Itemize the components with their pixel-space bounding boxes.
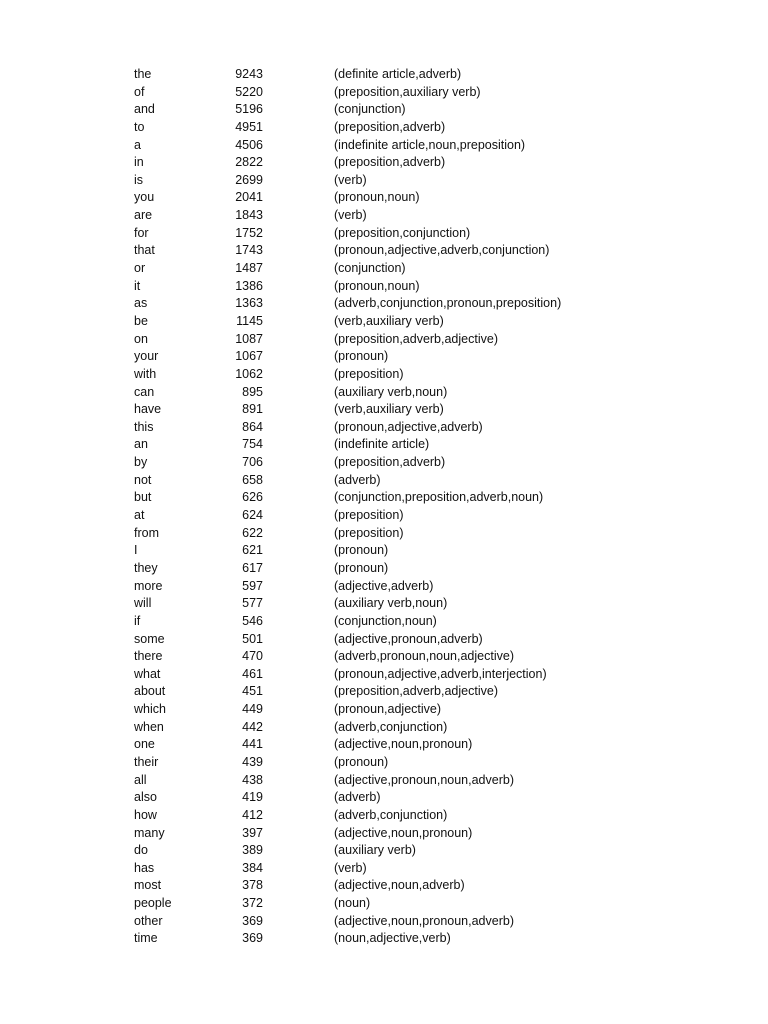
table-row (0, 666, 768, 684)
frequency-cell: 1386 (235, 278, 263, 293)
part-of-speech-cell: (preposition,adverb) (334, 119, 446, 134)
part-of-speech-cell: (adverb) (334, 790, 381, 805)
table-row (0, 489, 768, 507)
frequency-cell: 2699 (235, 172, 263, 187)
part-of-speech-cell: (adjective,pronoun,adverb) (334, 631, 483, 646)
word-cell: this (134, 419, 154, 434)
frequency-cell: 384 (242, 860, 263, 875)
word-cell: a (134, 137, 141, 152)
part-of-speech-cell: (conjunction,noun) (334, 613, 437, 628)
frequency-cell: 378 (242, 878, 263, 893)
word-cell: or (134, 261, 146, 276)
part-of-speech-cell: (auxiliary verb,noun) (334, 596, 448, 611)
table-row (0, 631, 768, 649)
part-of-speech-cell: (adjective,noun,pronoun,adverb) (334, 913, 514, 928)
frequency-cell: 442 (242, 719, 263, 734)
frequency-cell: 754 (242, 437, 263, 452)
word-cell: other (134, 913, 163, 928)
word-cell: be (134, 313, 148, 328)
part-of-speech-cell: (adverb,conjunction,pronoun,preposition) (334, 296, 562, 311)
frequency-cell: 621 (242, 543, 263, 558)
table-row (0, 842, 768, 860)
frequency-cell: 372 (242, 896, 263, 911)
table-row (0, 366, 768, 384)
table-row (0, 789, 768, 807)
word-cell: most (134, 878, 162, 893)
word-cell: your (134, 349, 159, 364)
part-of-speech-cell: (indefinite article) (334, 437, 430, 452)
table-row (0, 542, 768, 560)
frequency-cell: 412 (242, 807, 263, 822)
word-cell: their (134, 754, 159, 769)
frequency-cell: 397 (242, 825, 263, 840)
frequency-cell: 577 (242, 596, 263, 611)
part-of-speech-cell: (conjunction,preposition,adverb,noun) (334, 490, 544, 505)
part-of-speech-cell: (adverb,conjunction) (334, 719, 448, 734)
frequency-cell: 369 (242, 913, 263, 928)
frequency-cell: 2041 (235, 190, 263, 205)
table-row (0, 719, 768, 737)
word-cell: will (134, 596, 152, 611)
part-of-speech-cell: (preposition,adverb) (334, 155, 446, 170)
frequency-cell: 617 (242, 560, 263, 575)
part-of-speech-cell: (pronoun) (334, 754, 389, 769)
table-row (0, 772, 768, 790)
frequency-cell: 4951 (235, 119, 263, 134)
table-row (0, 172, 768, 190)
table-row (0, 419, 768, 437)
word-cell: by (134, 455, 148, 470)
word-cell: it (134, 278, 141, 293)
word-frequency-list (0, 66, 768, 948)
part-of-speech-cell: (verb) (334, 860, 367, 875)
frequency-cell: 449 (242, 702, 263, 717)
table-row (0, 578, 768, 596)
part-of-speech-cell: (pronoun) (334, 349, 389, 364)
frequency-cell: 895 (242, 384, 263, 399)
frequency-cell: 658 (242, 472, 263, 487)
part-of-speech-cell: (conjunction) (334, 102, 406, 117)
part-of-speech-cell: (verb,auxiliary verb) (334, 313, 444, 328)
table-row (0, 913, 768, 931)
table-row (0, 930, 768, 948)
frequency-cell: 624 (242, 508, 263, 523)
word-cell: with (134, 366, 157, 381)
word-cell: that (134, 243, 155, 258)
table-row (0, 154, 768, 172)
table-row (0, 295, 768, 313)
word-cell: I (134, 543, 138, 558)
frequency-cell: 1145 (236, 313, 263, 328)
part-of-speech-cell: (preposition,auxiliary verb) (334, 84, 481, 99)
frequency-cell: 369 (242, 931, 263, 946)
word-cell: there (134, 649, 163, 664)
part-of-speech-cell: (pronoun,noun) (334, 278, 420, 293)
table-row (0, 877, 768, 895)
part-of-speech-cell: (adjective,noun,adverb) (334, 878, 465, 893)
part-of-speech-cell: (preposition,conjunction) (334, 225, 471, 240)
word-cell: which (134, 702, 166, 717)
part-of-speech-cell: (preposition,adverb,adjective) (334, 331, 498, 346)
word-cell: from (134, 525, 159, 540)
word-cell: many (134, 825, 165, 840)
part-of-speech-cell: (noun,adjective,verb) (334, 931, 451, 946)
frequency-cell: 461 (242, 666, 263, 681)
table-row (0, 66, 768, 84)
frequency-cell: 5220 (235, 84, 263, 99)
part-of-speech-cell: (indefinite article,noun,preposition) (334, 137, 526, 152)
word-cell: they (134, 560, 158, 575)
table-row (0, 860, 768, 878)
word-cell: and (134, 102, 155, 117)
frequency-cell: 438 (242, 772, 263, 787)
table-row (0, 807, 768, 825)
word-cell: how (134, 807, 157, 822)
part-of-speech-cell: (conjunction) (334, 261, 406, 276)
table-row (0, 313, 768, 331)
word-cell: on (134, 331, 148, 346)
part-of-speech-cell: (verb) (334, 208, 367, 223)
frequency-cell: 1363 (235, 296, 263, 311)
part-of-speech-cell: (verb,auxiliary verb) (334, 402, 444, 417)
word-cell: have (134, 402, 162, 417)
word-cell: for (134, 225, 149, 240)
frequency-cell: 1067 (235, 349, 263, 364)
part-of-speech-cell: (pronoun,noun) (334, 190, 420, 205)
table-row (0, 225, 768, 243)
word-cell: also (134, 790, 157, 805)
word-cell: do (134, 843, 148, 858)
part-of-speech-cell: (auxiliary verb,noun) (334, 384, 448, 399)
part-of-speech-cell: (adjective,noun,pronoun) (334, 737, 473, 752)
frequency-cell: 891 (242, 402, 263, 417)
word-cell: if (134, 613, 141, 628)
frequency-cell: 441 (242, 737, 263, 752)
word-cell: time (134, 931, 158, 946)
frequency-cell: 622 (242, 525, 263, 540)
word-cell: of (134, 84, 145, 99)
table-row (0, 683, 768, 701)
frequency-cell: 1062 (235, 366, 263, 381)
word-cell: more (134, 578, 163, 593)
part-of-speech-cell: (adjective,adverb) (334, 578, 434, 593)
part-of-speech-cell: (pronoun,adjective,adverb) (334, 419, 483, 434)
frequency-cell: 501 (242, 631, 263, 646)
frequency-cell: 470 (242, 649, 263, 664)
word-cell: at (134, 508, 145, 523)
table-row (0, 701, 768, 719)
part-of-speech-cell: (preposition,adverb,adjective) (334, 684, 498, 699)
word-cell: but (134, 490, 152, 505)
table-row (0, 472, 768, 490)
part-of-speech-cell: (adverb,conjunction) (334, 807, 448, 822)
part-of-speech-cell: (adverb) (334, 472, 381, 487)
table-row (0, 119, 768, 137)
part-of-speech-cell: (adjective,noun,pronoun) (334, 825, 473, 840)
part-of-speech-cell: (pronoun) (334, 543, 389, 558)
table-row (0, 507, 768, 525)
table-row (0, 454, 768, 472)
frequency-cell: 451 (242, 684, 263, 699)
table-row (0, 242, 768, 260)
frequency-cell: 1087 (235, 331, 263, 346)
part-of-speech-cell: (pronoun,adjective,adverb,interjection) (334, 666, 547, 681)
table-row (0, 648, 768, 666)
frequency-cell: 1752 (235, 225, 263, 240)
word-cell: all (134, 772, 147, 787)
part-of-speech-cell: (preposition,adverb) (334, 455, 446, 470)
word-cell: as (134, 296, 148, 311)
part-of-speech-cell: (pronoun,adjective) (334, 702, 442, 717)
word-cell: you (134, 190, 155, 205)
table-row (0, 384, 768, 402)
frequency-cell: 439 (242, 754, 263, 769)
word-cell: when (134, 719, 164, 734)
word-cell: is (134, 172, 144, 187)
frequency-cell: 1487 (235, 261, 263, 276)
frequency-cell: 1743 (235, 243, 263, 258)
frequency-cell: 864 (242, 419, 263, 434)
word-cell: people (134, 896, 172, 911)
word-cell: one (134, 737, 155, 752)
word-cell: the (134, 67, 152, 81)
frequency-cell: 597 (242, 578, 263, 593)
table-row (0, 401, 768, 419)
part-of-speech-cell: (auxiliary verb) (334, 843, 416, 858)
frequency-cell: 9243 (235, 67, 263, 81)
table-row (0, 525, 768, 543)
frequency-cell: 626 (242, 490, 263, 505)
table-row (0, 137, 768, 155)
word-cell: about (134, 684, 166, 699)
table-row (0, 825, 768, 843)
table-row (0, 260, 768, 278)
word-cell: an (134, 437, 148, 452)
table-row (0, 101, 768, 119)
word-cell: has (134, 860, 155, 875)
part-of-speech-cell: (noun) (334, 896, 371, 911)
part-of-speech-cell: (pronoun,adjective,adverb,conjunction) (334, 243, 550, 258)
frequency-cell: 546 (242, 613, 263, 628)
frequency-cell: 389 (242, 843, 263, 858)
word-cell: can (134, 384, 155, 399)
table-row (0, 436, 768, 454)
word-cell: are (134, 208, 153, 223)
word-cell: in (134, 155, 144, 170)
frequency-cell: 706 (242, 455, 263, 470)
part-of-speech-cell: (adverb,pronoun,noun,adjective) (334, 649, 514, 664)
table-row (0, 331, 768, 349)
table-row (0, 613, 768, 631)
frequency-cell: 1843 (235, 208, 263, 223)
word-cell: what (134, 666, 161, 681)
frequency-cell: 5196 (235, 102, 263, 117)
table-row (0, 560, 768, 578)
table-row (0, 84, 768, 102)
part-of-speech-cell: (verb) (334, 172, 367, 187)
table-row (0, 895, 768, 913)
part-of-speech-cell: (preposition) (334, 525, 404, 540)
table-row (0, 348, 768, 366)
word-cell: not (134, 472, 152, 487)
table-row (0, 754, 768, 772)
table-row (0, 595, 768, 613)
frequency-cell: 2822 (235, 155, 263, 170)
part-of-speech-cell: (pronoun) (334, 560, 389, 575)
frequency-cell: 419 (242, 790, 263, 805)
table-row (0, 278, 768, 296)
table-row (0, 736, 768, 754)
frequency-cell: 4506 (235, 137, 263, 152)
part-of-speech-cell: (preposition) (334, 508, 404, 523)
word-cell: some (134, 631, 165, 646)
part-of-speech-cell: (adjective,pronoun,noun,adverb) (334, 772, 514, 787)
table-row (0, 189, 768, 207)
part-of-speech-cell: (preposition) (334, 366, 404, 381)
table-row (0, 207, 768, 225)
word-cell: to (134, 119, 145, 134)
part-of-speech-cell: (definite article,adverb) (334, 67, 462, 81)
